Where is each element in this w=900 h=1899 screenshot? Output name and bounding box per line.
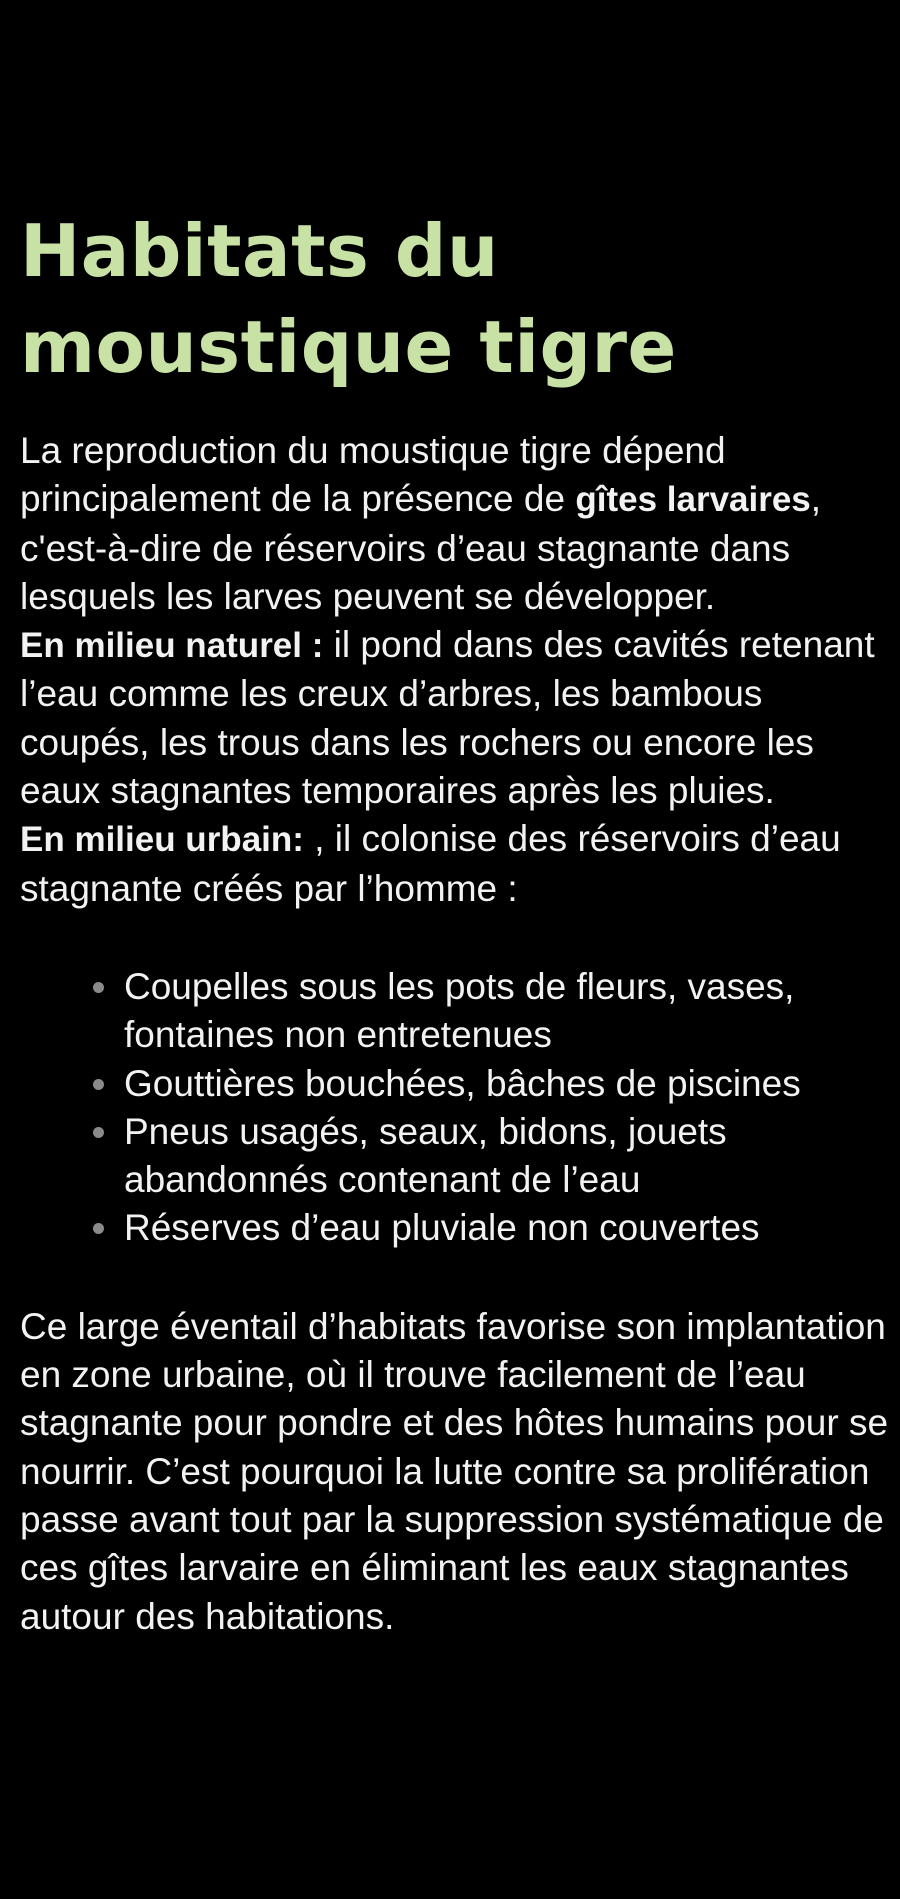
list-item-text: Gouttières bouchées, bâches de piscines [124, 1062, 801, 1104]
intro-bold-term: gîtes larvaires [575, 480, 811, 520]
natural-habitat-text: il pond dans des cavités retenant l’eau comme les creux d’arbres, les bambous coupés, les trous dans les rochers ou encore les eaux stagnantes temporaires après les pluies. [20, 624, 875, 812]
closing-paragraph: Ce large éventail d’habitats favorise son implantation en zone urbaine, où il trouve facilement de l’eau stagnante pour pondre et des hôtes humains pour se nourrir. C’est pourquoi la lutte contre sa prolifération passe avant tout par la suppression systématique de ces gîtes larvaire en éliminant les eaux stagnantes autour des habitations. [20, 1305, 889, 1637]
list-item [124, 1108, 900, 1205]
list-item-text: Pneus usagés, seaux, bidons, jouets abandonnés contenant de l’eau [124, 1110, 727, 1201]
urban-habitat-paragraph [20, 815, 900, 913]
urban-habitat-list [20, 963, 900, 1253]
list-item-text: Réserves d’eau pluviale non couvertes [124, 1207, 760, 1249]
intro-text-start: La reproduction du moustique tigre dépend principalement de la présence de [20, 430, 726, 520]
bullet-icon [93, 1079, 104, 1090]
list-item [124, 1060, 900, 1108]
natural-habitat-label: En milieu naturel : [20, 626, 324, 666]
page-title: Habitats du moustique tigre [20, 209, 677, 389]
list-item [124, 1204, 900, 1252]
bullet-icon [93, 1223, 104, 1234]
bullet-icon [93, 1127, 104, 1138]
intro-paragraph [20, 427, 900, 621]
list-item [124, 963, 900, 1060]
intro-text-end: , c'est-à-dire de réservoirs d’eau stagnante dans lesquels les larves peuvent se développer. [20, 478, 822, 617]
urban-habitat-label: En milieu urbain: [20, 820, 304, 860]
urban-habitat-text: , il colonise des réservoirs d’eau stagnante créés par l’homme : [20, 818, 841, 909]
article [20, 203, 900, 1641]
natural-habitat-paragraph [20, 621, 900, 815]
list-item-text: Coupelles sous les pots de fleurs, vases, fontaines non entretenues [124, 965, 795, 1056]
bullet-icon [93, 982, 104, 993]
